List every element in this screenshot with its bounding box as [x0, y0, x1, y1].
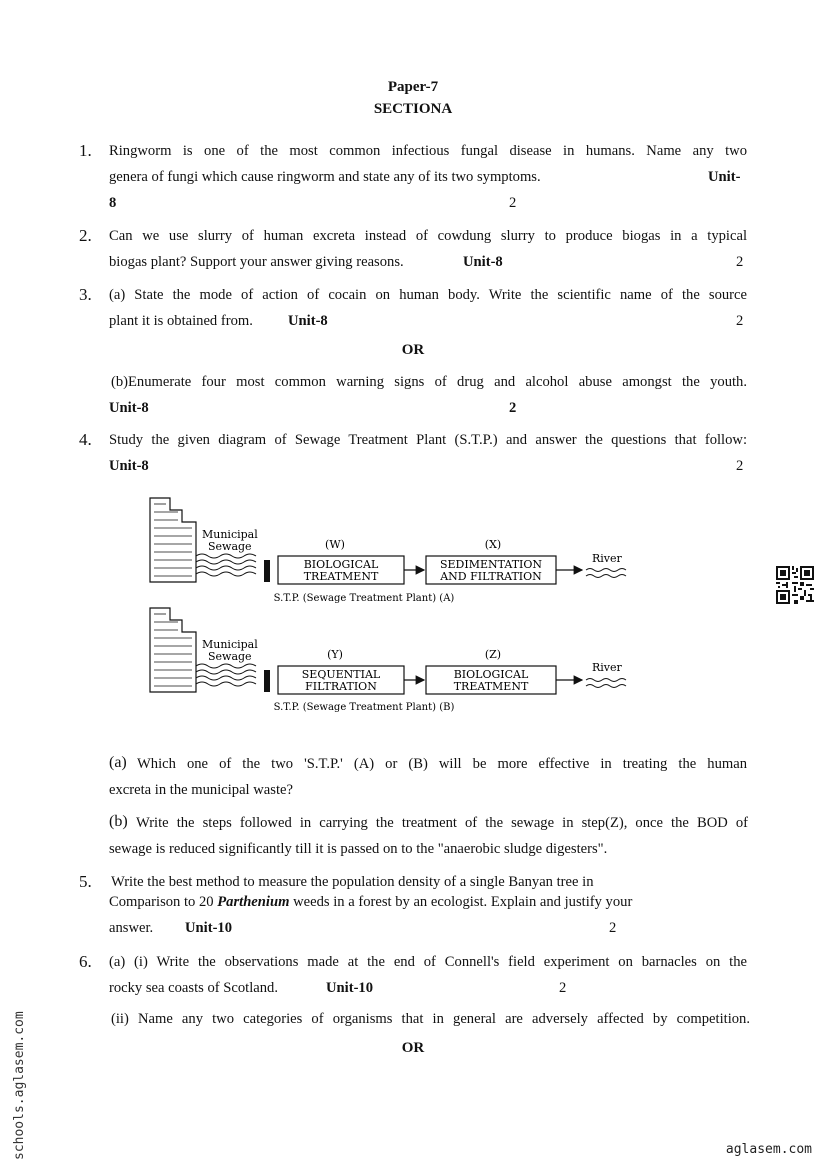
question-text: Write the steps followed in carrying the treatment of the sewage in step(Z), once the BOD of — [136, 815, 748, 831]
source-label: Municipal — [202, 638, 258, 651]
stage-label: SEDIMENTATION — [439, 558, 543, 571]
stp-a — [150, 498, 626, 604]
marks: 2 — [559, 980, 567, 996]
river-label: River — [592, 552, 622, 565]
question-text: Can we use slurry of human excreta instead of cowdung slurry to produce biogas in a typical — [109, 228, 747, 244]
question-text: answer. — [109, 920, 154, 936]
river-label: River — [592, 661, 622, 674]
question-text: rocky sea coasts of Scotland. — [109, 980, 278, 996]
section-title: SECTIONA — [373, 101, 453, 117]
unit-label: Unit- — [708, 169, 741, 185]
building-icon — [150, 608, 196, 692]
unit-label: Unit-8 — [463, 254, 503, 270]
stage-label: BIOLOGICAL — [453, 668, 529, 681]
question-text: Study the given diagram of Sewage Treatment Plant (S.T.P.) and answer the questions that follow: — [109, 432, 747, 448]
unit-label: Unit-8 — [109, 400, 149, 416]
river-wave-icon — [586, 679, 626, 688]
footer-watermark: aglasem.com — [725, 1142, 812, 1157]
diagram-caption: S.T.P. (Sewage Treatment Plant) (B) — [273, 702, 455, 713]
sewage-wave-icon — [196, 664, 256, 686]
stage-label: BIOLOGICAL — [303, 558, 379, 571]
question-text: genera of fungi which cause ringworm and state any of its two symptoms. — [109, 169, 541, 185]
unit-label: 8 — [109, 195, 117, 211]
question-text: Write the best method to measure the population density of a single Banyan tree in — [111, 874, 594, 890]
question-number: 2. — [79, 226, 92, 245]
marks: 2 — [736, 313, 744, 329]
stage-label: SEQUENTIAL — [301, 668, 381, 681]
step-z-label: (Z) — [484, 648, 502, 661]
question-number: 3. — [79, 285, 92, 304]
marks: 2 — [736, 458, 744, 474]
marks: 2 — [509, 195, 517, 211]
question-text: Comparison to 20 Parthenium weeds in a forest by an ecologist. Explain and justify your — [109, 894, 633, 910]
marks: 2 — [509, 400, 517, 416]
diagram-caption: S.T.P. (Sewage Treatment Plant) (A) — [273, 593, 455, 604]
question-text: excreta in the municipal waste? — [109, 782, 293, 798]
unit-label: Unit-10 — [326, 980, 374, 996]
question-text: sewage is reduced significantly till it is passed on to the "anaerobic sludge digesters". — [109, 841, 608, 857]
stage-label: FILTRATION — [305, 680, 377, 693]
side-watermark: schools.aglasem.com — [12, 1011, 27, 1160]
building-icon — [150, 498, 196, 582]
or-separator: OR — [401, 342, 425, 358]
question-text: (ii) Name any two categories of organisms that in general are adversely affected by competition. — [111, 1011, 750, 1027]
stage-label: AND FILTRATION — [440, 570, 542, 583]
stage-label: TREATMENT — [303, 570, 379, 583]
or-separator: OR — [401, 1040, 425, 1056]
paper-title: Paper-7 — [387, 79, 439, 95]
stp-b — [150, 608, 626, 713]
question-text: (a) (i) Write the observations made at the end of Connell's field experiment on barnacles on the — [109, 954, 747, 970]
river-wave-icon — [586, 569, 626, 578]
unit-label: Unit-10 — [185, 920, 233, 936]
step-y-label: (Y) — [327, 648, 343, 661]
question-number: 1. — [79, 141, 92, 160]
question-text: plant it is obtained from. — [109, 313, 253, 329]
sewage-wave-icon — [196, 554, 256, 576]
question-number: 4. — [79, 430, 92, 449]
source-label: Municipal — [202, 528, 258, 541]
step-x-label: (X) — [484, 538, 502, 551]
question-text: Ringworm is one of the most common infectious fungal disease in humans. Name any two — [109, 143, 747, 159]
species-name: Parthenium — [217, 894, 290, 910]
unit-label: Unit-8 — [109, 458, 149, 474]
source-label: Sewage — [208, 540, 252, 553]
marks: 2 — [609, 920, 617, 936]
question-text: Which one of the two 'S.T.P.' (A) or (B) will be more effective in treating the human — [137, 756, 747, 772]
source-label: Sewage — [208, 650, 252, 663]
sub-part-tag: (a) — [109, 754, 127, 771]
stage-label: TREATMENT — [453, 680, 529, 693]
question-number: 6. — [79, 952, 92, 971]
question-text: (a) State the mode of action of cocain on human body. Write the scientific name of the source — [109, 287, 747, 303]
question-number: 5. — [79, 872, 92, 891]
step-w-label: (W) — [325, 538, 345, 551]
qr-code-icon — [776, 566, 814, 604]
stp-diagram — [140, 490, 640, 720]
marks: 2 — [736, 254, 744, 270]
question-text: (b)Enumerate four most common warning signs of drug and alcohol abuse amongst the youth. — [111, 374, 747, 390]
unit-label: Unit-8 — [288, 313, 328, 329]
sub-part-tag: (b) — [109, 813, 128, 830]
question-text: biogas plant? Support your answer giving reasons. — [109, 254, 404, 270]
